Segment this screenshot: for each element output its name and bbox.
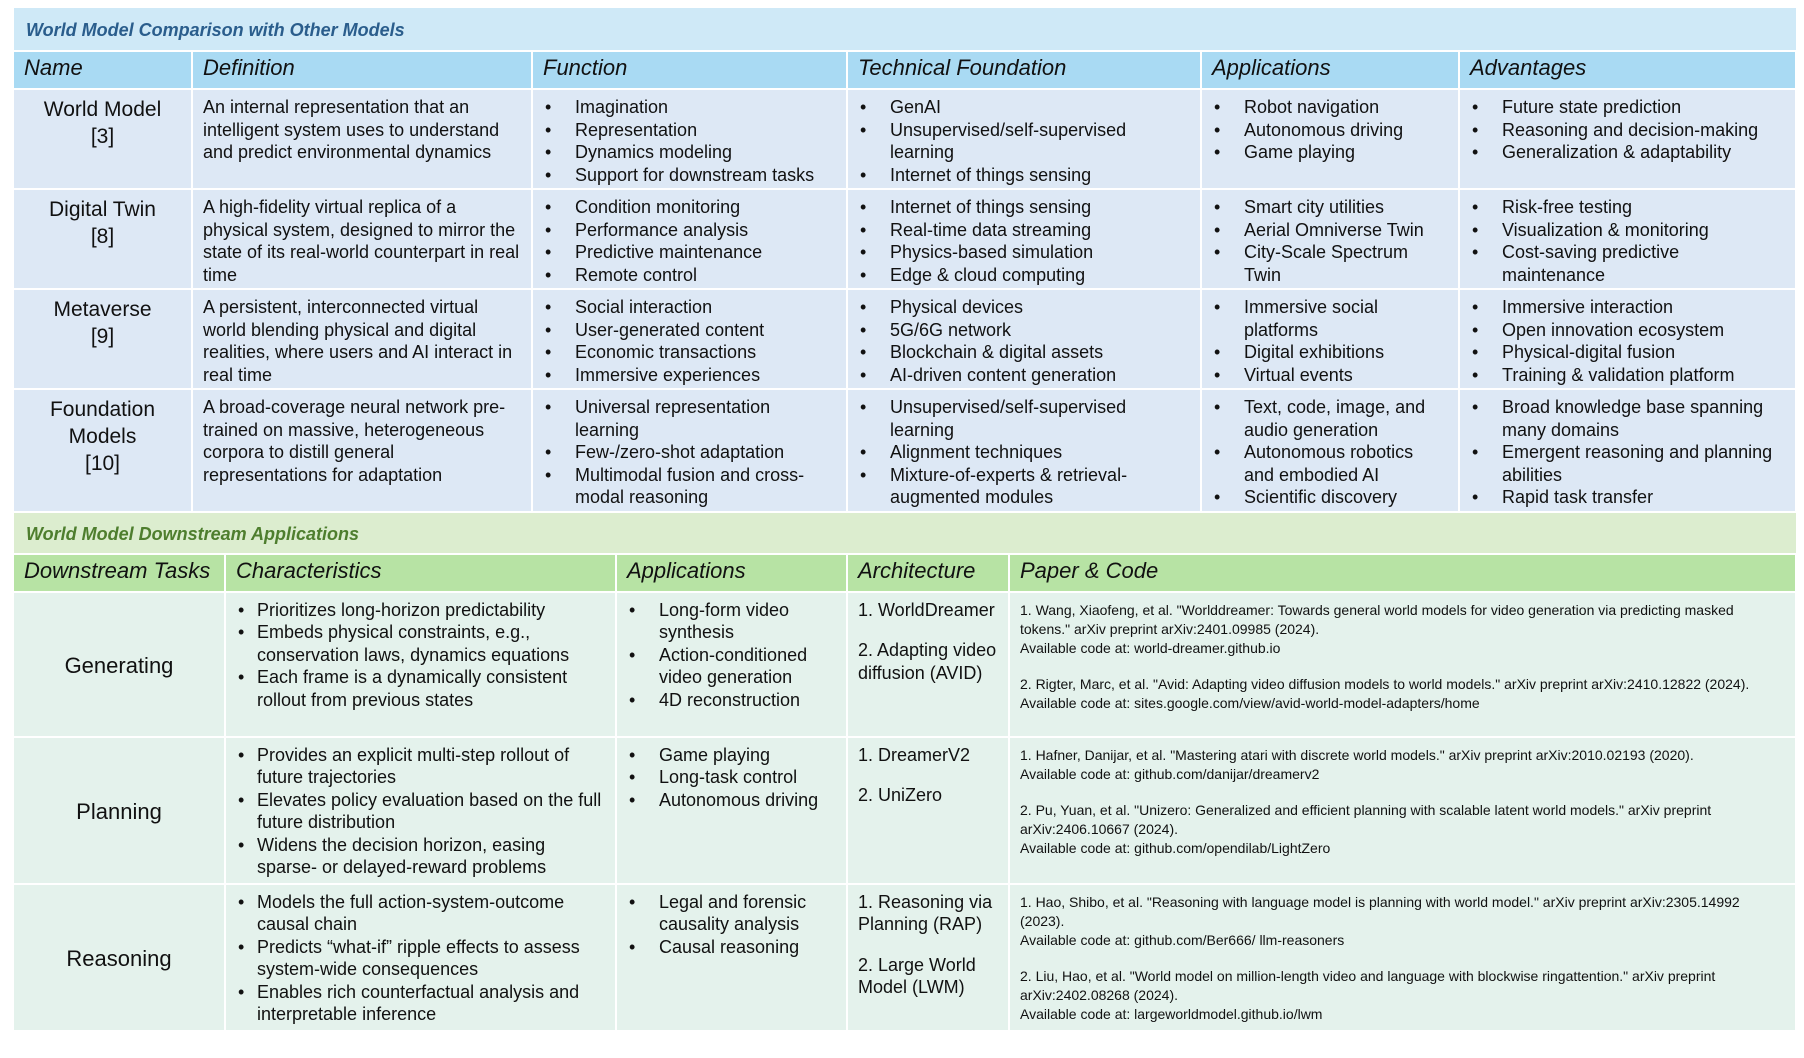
column-header: Applications [1201,52,1459,89]
definition-cell [192,189,532,289]
model-ref: [8] [90,225,115,248]
definition-cell [192,289,532,389]
applications-cell-list [1212,96,1448,164]
list-item: • Mixture-of-experts & retrieval-augmented modules [858,464,1190,509]
definition-text: An internal representation that an intelligent system uses to understand and predict environmental dynamics [203,97,500,162]
advantages-cell [1459,89,1796,189]
model-name: World Model [43,98,162,121]
table-row [14,89,1796,189]
list-item: • Autonomous robotics and embodied AI [1212,441,1448,486]
list-item: • Blockchain & digital assets [858,341,1190,364]
advantages-cell-list [1470,396,1785,509]
technical-cell-list [858,196,1190,286]
technical-cell [847,289,1201,389]
list-item: • Physical devices [858,296,1190,319]
list-item: • Game playing [1212,141,1448,164]
architecture-item: 2. UniZero [858,785,943,805]
advantages-cell [1459,389,1796,512]
applications-cell [616,592,847,737]
list-item: • Risk-free testing [1470,196,1785,219]
technical-cell-list [858,96,1190,186]
model-name: Foundation Models [49,398,156,448]
table-row [14,189,1796,289]
list-item: • Predicts “what-if” ripple effects to assess system-wide consequences [236,936,605,981]
list-item: • Models the full action-system-outcome causal chain [236,891,605,936]
definition-text: A broad-coverage neural network pre-trained on massive, heterogeneous corpora to distill general representations for adaptation [203,397,506,485]
paper-code-cell [1009,884,1796,1031]
applications-cell [1201,389,1459,512]
downstream-table [14,555,1797,1032]
list-item: • Prioritizes long-horizon predictability [236,599,605,622]
comparison-header-row [14,52,1796,89]
list-item: • Predictive maintenance [543,241,836,264]
technical-cell-list [858,296,1190,386]
characteristics-cell-list [236,599,605,712]
architecture-item: 2. Adapting video diffusion (AVID) [858,640,997,683]
advantages-cell [1459,189,1796,289]
table-row [14,737,1796,884]
list-item: • Open innovation ecosystem [1470,319,1785,342]
list-item: • City-Scale Spectrum Twin [1212,241,1448,286]
list-item: • Reasoning and decision-making [1470,119,1785,142]
list-item: • Edge & cloud computing [858,264,1190,287]
model-name-cell [14,289,192,389]
column-header: Advantages [1459,52,1796,89]
advantages-cell-list [1470,196,1785,286]
applications-cell-list [627,744,836,812]
paper-citation: 1. Hafner, Danijar, et al. "Mastering atari with discrete world models." arXiv preprint arXiv:2010.02193 (2020). [1020,746,1694,763]
definition-text: A persistent, interconnected virtual world blending physical and digital realities, where users and AI interact in real time [203,297,513,385]
list-item: • Robot navigation [1212,96,1448,119]
list-item: • Widens the decision horizon, easing sparse- or delayed-reward problems [236,834,605,879]
function-cell [532,189,847,289]
model-name-cell [14,189,192,289]
characteristics-cell [225,737,616,884]
list-item: • Representation [543,119,836,142]
list-item: • GenAI [858,96,1190,119]
technical-cell [847,89,1201,189]
code-link: Available code at: github.com/opendilab/LightZero [1020,839,1331,856]
list-item: • Condition monitoring [543,196,836,219]
list-item: • Real-time data streaming [858,219,1190,242]
paper-citation: 1. Hao, Shibo, et al. "Reasoning with language model is planning with world model." arXiv preprint arXiv:2305.14992 (2023). [1020,893,1740,929]
list-item: • 5G/6G network [858,319,1190,342]
list-item: • AI-driven content generation [858,364,1190,387]
model-ref: [10] [84,452,121,475]
model-name-cell [14,89,192,189]
task-name: Generating [14,592,225,737]
list-item: • Multimodal fusion and cross-modal reasoning [543,464,836,509]
list-item: • Generalization & adaptability [1470,141,1785,164]
list-item: • Dynamics modeling [543,141,836,164]
characteristics-cell-list [236,744,605,879]
applications-cell [1201,189,1459,289]
paper-citation: 2. Liu, Hao, et al. "World model on million-length video and language with blockwise ringattention." arXiv preprint arXiv:2402.08268 (2024). [1020,967,1716,1003]
code-link: Available code at: sites.google.com/view/avid-world-model-adapters/home [1020,694,1480,711]
characteristics-cell [225,592,616,737]
applications-cell [616,884,847,1031]
paper-citation: 1. Wang, Xiaofeng, et al. "Worlddreamer: Towards general world models for video generation via predicting masked tokens." arXiv preprint arXiv:2401.09985 (2024). [1020,601,1734,637]
code-link: Available code at: world-dreamer.github.io [1020,639,1281,656]
list-item: • Internet of things sensing [858,164,1190,187]
list-item: • Unsupervised/self-supervised learning [858,396,1190,441]
list-item: • Legal and forensic causality analysis [627,891,836,936]
list-item: • Embeds physical constraints, e.g., conservation laws, dynamics equations [236,621,605,666]
code-link: Available code at: github.com/Ber666/ llm-reasoners [1020,931,1345,948]
paper-reference [1020,801,1785,858]
column-header: Architecture [847,555,1009,592]
paper-reference [1020,675,1785,713]
architecture-item: 1. DreamerV2 [858,744,971,765]
definition-cell [192,389,532,512]
list-item: • Performance analysis [543,219,836,242]
function-cell-list [543,196,836,286]
list-item: • Immersive social platforms [1212,296,1448,341]
list-item: • 4D reconstruction [627,689,836,712]
list-item: • Alignment techniques [858,441,1190,464]
paper-citation: 2. Rigter, Marc, et al. "Avid: Adapting video diffusion models to world models." arXiv preprint arXiv:2410.12822 (2024). [1020,675,1750,692]
definition-cell [192,89,532,189]
paper-reference [1020,601,1785,658]
list-item: • Virtual events [1212,364,1448,387]
advantages-cell-list [1470,96,1785,164]
list-item: • Enables rich counterfactual analysis and interpretable inference [236,981,605,1026]
model-ref: [9] [90,325,115,348]
architecture-cell [847,592,1009,737]
paper-code-cell [1009,737,1796,884]
paper-reference [1020,967,1785,1024]
list-item: • Long-task control [627,766,836,789]
applications-cell-list [1212,296,1448,386]
advantages-cell-list [1470,296,1785,386]
function-cell-list [543,296,836,386]
list-item: • Immersive experiences [543,364,836,387]
list-item: • Autonomous driving [1212,119,1448,142]
list-item: • Scientific discovery [1212,486,1448,509]
function-cell-list [543,396,836,509]
list-item: • Training & validation platform [1470,364,1785,387]
column-header: Paper & Code [1009,555,1796,592]
table-row [14,289,1796,389]
architecture-item: 1. WorldDreamer [858,599,995,620]
definition-text: A high-fidelity virtual replica of a physical system, designed to mirror the state of its real-world counterpart in real time [203,197,520,285]
downstream-section-title: World Model Downstream Applications [14,513,1796,555]
task-name: Planning [14,737,225,884]
function-cell [532,389,847,512]
list-item: • Internet of things sensing [858,196,1190,219]
list-item: • Causal reasoning [627,936,836,959]
characteristics-cell-list [236,891,605,1026]
list-item: • Future state prediction [1470,96,1785,119]
column-header: Applications [616,555,847,592]
model-name-cell [14,389,192,512]
model-ref: [3] [90,125,115,148]
comparison-table [14,52,1797,513]
paper-reference [1020,893,1785,950]
column-header: Technical Foundation [847,52,1201,89]
list-item: • Physics-based simulation [858,241,1190,264]
column-header: Definition [192,52,532,89]
function-cell [532,89,847,189]
function-cell [532,289,847,389]
applications-cell-list [1212,196,1448,286]
column-header: Function [532,52,847,89]
list-item: • Action-conditioned video generation [627,644,836,689]
list-item: • Provides an explicit multi-step rollout of future trajectories [236,744,605,789]
technical-cell-list [858,396,1190,509]
column-header: Name [14,52,192,89]
list-item: • Each frame is a dynamically consistent rollout from previous states [236,666,605,711]
list-item: • Unsupervised/self-supervised learning [858,119,1190,164]
list-item: • Text, code, image, and audio generation [1212,396,1448,441]
table-row [14,592,1796,737]
list-item: • Game playing [627,744,836,767]
column-header: Downstream Tasks [14,555,225,592]
list-item: • Long-form video synthesis [627,599,836,644]
model-name: Metaverse [53,298,152,321]
list-item: • Support for downstream tasks [543,164,836,187]
paper-reference [1020,746,1785,784]
column-header: Characteristics [225,555,616,592]
list-item: • Elevates policy evaluation based on the full future distribution [236,789,605,834]
model-name: Digital Twin [49,198,156,221]
list-item: • Few-/zero-shot adaptation [543,441,836,464]
list-item: • Broad knowledge base spanning many domains [1470,396,1785,441]
list-item: • Visualization & monitoring [1470,219,1785,242]
list-item: • Digital exhibitions [1212,341,1448,364]
architecture-cell [847,737,1009,884]
paper-citation: 2. Pu, Yuan, et al. "Unizero: Generalized and efficient planning with scalable latent world models." arXiv preprint arXiv:2406.10667 (2024). [1020,801,1712,837]
list-item: • Imagination [543,96,836,119]
characteristics-cell [225,884,616,1031]
code-link: Available code at: github.com/danijar/dreamerv2 [1020,765,1320,782]
architecture-item: 1. Reasoning via Planning (RAP) [858,891,993,934]
architecture-item: 2. Large World Model (LWM) [858,954,976,997]
technical-cell [847,189,1201,289]
advantages-cell [1459,289,1796,389]
applications-cell-list [627,891,836,959]
function-cell-list [543,96,836,186]
comparison-section-title: World Model Comparison with Other Models [14,8,1796,52]
list-item: • Social interaction [543,296,836,319]
list-item: • Remote control [543,264,836,287]
list-item: • Aerial Omniverse Twin [1212,219,1448,242]
list-item: • User-generated content [543,319,836,342]
list-item: • Cost-saving predictive maintenance [1470,241,1785,286]
task-name: Reasoning [14,884,225,1031]
paper-code-cell [1009,592,1796,737]
page [14,8,1796,1032]
list-item: • Autonomous driving [627,789,836,812]
list-item: • Rapid task transfer [1470,486,1785,509]
list-item: • Emergent reasoning and planning abilities [1470,441,1785,486]
table-row [14,884,1796,1031]
code-link: Available code at: largeworldmodel.github.io/lwm [1020,1005,1323,1022]
applications-cell [616,737,847,884]
downstream-header-row [14,555,1796,592]
architecture-cell [847,884,1009,1031]
list-item: • Immersive interaction [1470,296,1785,319]
list-item: • Smart city utilities [1212,196,1448,219]
list-item: • Universal representation learning [543,396,836,441]
technical-cell [847,389,1201,512]
applications-cell [1201,89,1459,189]
table-row [14,389,1796,512]
applications-cell-list [1212,396,1448,509]
applications-cell [1201,289,1459,389]
list-item: • Physical-digital fusion [1470,341,1785,364]
applications-cell-list [627,599,836,712]
list-item: • Economic transactions [543,341,836,364]
